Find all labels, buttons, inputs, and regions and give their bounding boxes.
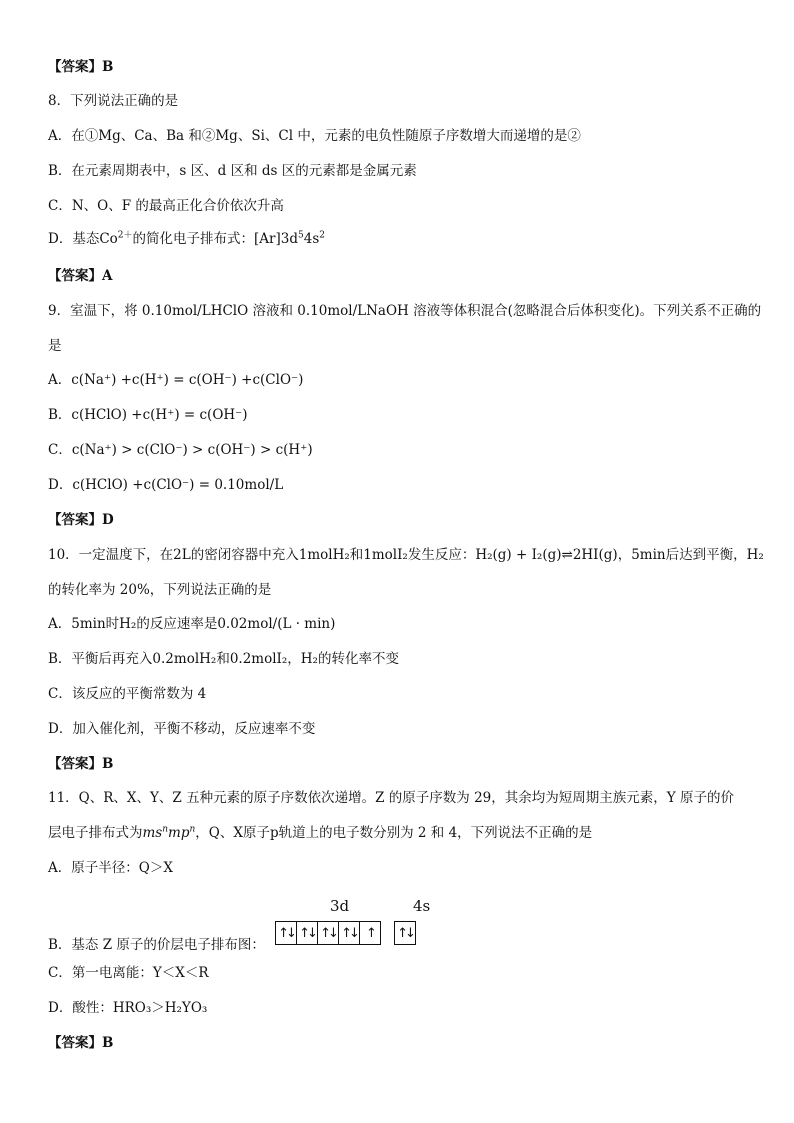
answer-10: 【答案】B: [48, 756, 114, 772]
orbital-box-4s: ↑↓: [394, 921, 416, 945]
question-9-option-c: C．c(Na⁺) > c(ClO⁻) > c(OH⁻) > c(H⁺): [48, 442, 313, 458]
question-10-option-a: A．5min时H₂的反应速率是0.02mol/(L · min): [48, 616, 336, 632]
question-10-option-d: D．加入催化剂，平衡不移动，反应速率不变: [48, 721, 316, 737]
answer-11: 【答案】B: [48, 1035, 114, 1051]
question-11-option-d: D．酸性：HRO₃＞H₂YO₃: [48, 1000, 208, 1016]
question-9-option-a: A．c(Na⁺) +c(H⁺) = c(OH⁻) +c(ClO⁻): [48, 372, 304, 388]
question-9-option-d: D．c(HClO) +c(ClO⁻) = 0.10mol/L: [48, 477, 284, 493]
question-10-stem-line2: 的转化率为 20%，下列说法正确的是: [48, 582, 272, 598]
answer-9: 【答案】D: [48, 512, 114, 528]
question-9-stem-line2: 是: [48, 338, 62, 354]
answer-7: 【答案】B: [48, 59, 114, 75]
question-10-option-b: B．平衡后再充入0.2molH₂和0.2molI₂，H₂的转化率不变: [48, 651, 399, 667]
orbital-box-3d-5: ↑: [359, 921, 381, 945]
question-8-option-d: D．基态$Co^{2+}$的简化电子排布式：$[Ar]3d^54s^2$: [48, 230, 325, 247]
answer-8: 【答案】A: [48, 268, 113, 284]
question-11-option-c: C．第一电离能：Y＜X＜R: [48, 965, 209, 981]
question-11-stem-line2: 层电子排布式为$ms^nmp^n$，Q、X原子p轨道上的电子数分别为 2 和 4，下列说法不正确的是: [48, 824, 593, 841]
orbital-box-3d-2: ↑↓: [296, 921, 318, 945]
question-8-option-b: B．在元素周期表中，s 区、d 区和 ds 区的元素都是金属元素: [48, 163, 417, 179]
question-8-option-a: A．在①Mg、Ca、Ba 和②Mg、Si、Cl 中，元素的电负性随原子序数增大而递增的是②: [48, 128, 581, 144]
orbital-box-3d-3: ↑↓: [317, 921, 339, 945]
question-9-option-b: B．c(HClO) +c(H⁺) = c(OH⁻): [48, 407, 248, 423]
question-8-stem: 8．下列说法正确的是: [48, 93, 179, 109]
question-10-stem-line1: 10．一定温度下，在2L的密闭容器中充入1molH₂和1molI₂发生反应：H₂(g) + I₂(g)⇌2HI(g)，5min后达到平衡，H₂: [48, 547, 764, 563]
orbital-box-3d-4: ↑↓: [338, 921, 360, 945]
orbital-diagram: [275, 897, 431, 945]
question-9-stem-line1: 9．室温下，将 0.10mol/LHClO 溶液和 0.10mol/LNaOH 溶液等体积混合(忽略混合后体积变化)。下列关系不正确的: [48, 303, 762, 319]
question-11-stem-line1: 11．Q、R、X、Y、Z 五种元素的原子序数依次递增。Z 的原子序数为 29，其余均为短周期主族元素，Y 原子的价: [48, 790, 734, 806]
question-11-option-a: A．原子半径：Q＞X: [48, 860, 173, 876]
question-8-option-c: C．N、O、F 的最高正化合价依次升高: [48, 198, 284, 214]
orbital-box-3d-1: ↑↓: [275, 921, 297, 945]
question-10-option-c: C．该反应的平衡常数为 4: [48, 686, 207, 702]
label-3d: 3d: [330, 897, 350, 915]
label-4s: 4s: [413, 897, 431, 915]
question-11-option-b: B．基态 Z 原子的价层电子排布图：: [48, 937, 265, 953]
